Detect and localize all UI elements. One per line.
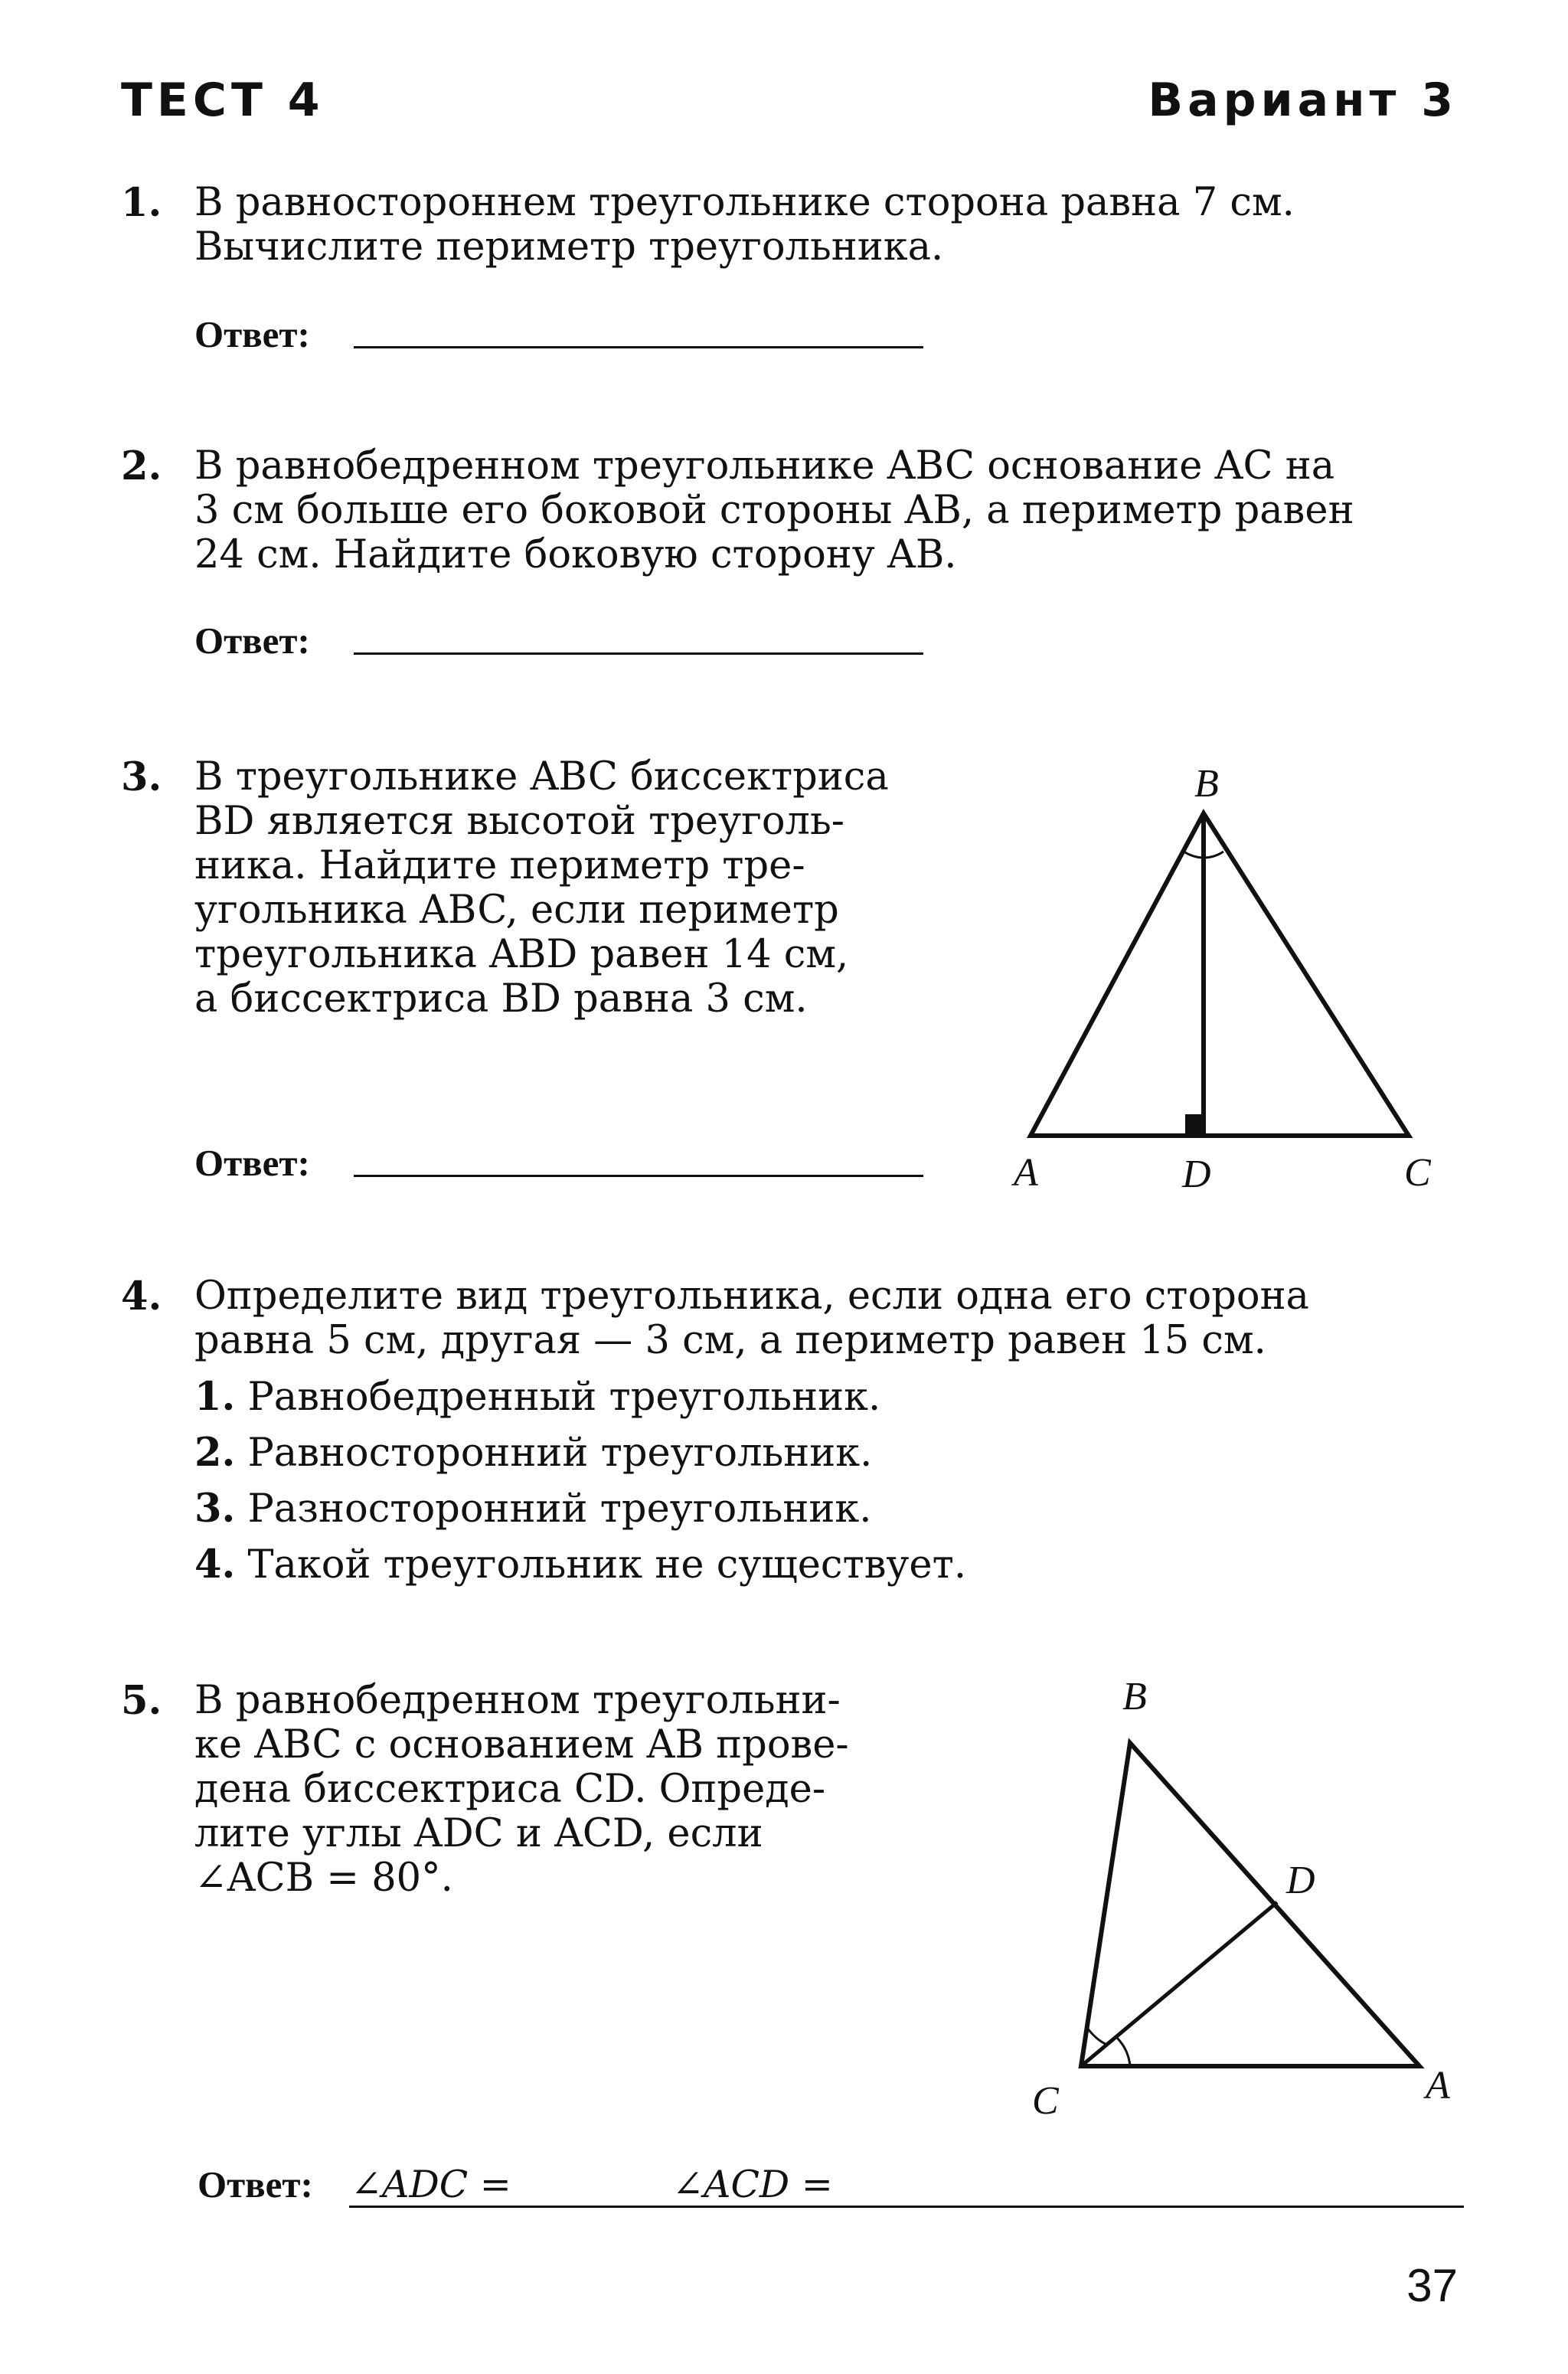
option-number: 1.	[194, 1374, 236, 1420]
triangle-figure-abc-bisector-bd	[988, 750, 1478, 1210]
answer-5	[198, 2163, 833, 2206]
problem-text-line: угольника ABC, если периметр	[194, 888, 839, 933]
problem-text-line: ∠ACB = 80°.	[194, 1856, 453, 1901]
answer-1-line[interactable]	[354, 346, 923, 348]
problem-text-line: Вычислите периметр треугольника.	[194, 224, 944, 270]
page-number: 37	[1406, 2260, 1458, 2311]
point-label-d: D	[1182, 1153, 1211, 1196]
page-header	[121, 74, 1458, 142]
answer-1	[194, 312, 310, 356]
problem-text-line: лите углы ADC и ACD, если	[194, 1811, 763, 1856]
option-item[interactable]	[194, 1537, 1458, 1593]
answer-2-line[interactable]	[354, 652, 923, 655]
problem-text-line: дена биссектриса CD. Опреде-	[194, 1767, 826, 1812]
problem-number: 4.	[121, 1274, 162, 1319]
answer-angle-acd: ∠ACD =	[672, 2163, 833, 2206]
option-text: Равнобедренный треугольник.	[247, 1375, 881, 1420]
point-label-d: D	[1286, 1859, 1315, 1902]
option-number: 2.	[194, 1430, 236, 1476]
vertex-label-a: A	[1014, 1151, 1038, 1195]
option-item[interactable]	[194, 1369, 1458, 1425]
vertex-label-b: B	[1122, 1675, 1147, 1718]
segment-cd	[1081, 1902, 1277, 2066]
problem-text-line: ника. Найдите периметр тре-	[194, 843, 805, 888]
answer-3-line[interactable]	[354, 1175, 923, 1177]
answer-angle-adc: ∠ADC =	[351, 2163, 511, 2206]
triangle-abc-outline	[1081, 1743, 1419, 2066]
answer-label: Ответ:	[194, 620, 310, 662]
problem-text-line: ке ABC с основанием AB прове-	[194, 1722, 849, 1767]
option-text: Такой треугольник не существует.	[247, 1542, 967, 1588]
problem-text-line: равна 5 см, другая — 3 см, а периметр равен 15 см.	[194, 1318, 1266, 1363]
angle-arc-mark-1	[1087, 2028, 1107, 2045]
problem-text-line: 3 см больше его боковой стороны AB, а периметр равен	[194, 488, 1354, 533]
problem-text-line: В равнобедренном треугольни-	[194, 1678, 841, 1723]
problem-text-line: В треугольнике ABC биссектриса	[194, 754, 889, 800]
test-title: ТЕСТ 4	[121, 74, 325, 127]
problem-number: 3.	[121, 754, 162, 800]
problem-text-line: В равностороннем треугольнике сторона равна 7 см.	[194, 180, 1295, 225]
option-text: Равносторонний треугольник.	[247, 1431, 873, 1476]
variant-title: Вариант 3	[1148, 74, 1458, 127]
answer-label: Ответ:	[194, 313, 310, 355]
problem-text-line: В равнобедренном треугольнике ABC основание AC на	[194, 443, 1335, 489]
vertex-label-c: C	[1032, 2079, 1059, 2121]
option-number: 4.	[194, 1542, 236, 1588]
right-angle-mark	[1185, 1114, 1204, 1136]
problem-text-line: Определите вид треугольника, если одна его сторона	[194, 1274, 1309, 1319]
answer-3	[194, 1141, 310, 1185]
vertex-label-b: B	[1194, 762, 1219, 806]
problem-number: 5.	[121, 1678, 162, 1724]
answer-2	[194, 619, 310, 662]
problem-text-line: 24 см. Найдите боковую сторону AB.	[194, 532, 957, 577]
answer-label: Ответ:	[198, 2163, 313, 2206]
problem-text-line: BD является высотой треуголь-	[194, 799, 844, 844]
answer-5-line[interactable]	[349, 2206, 1464, 2208]
options-list	[194, 1369, 1458, 1593]
problem-number: 1.	[121, 180, 162, 226]
option-text: Разносторонний треугольник.	[247, 1486, 872, 1532]
answer-label: Ответ:	[194, 1142, 310, 1184]
vertex-label-c: C	[1404, 1151, 1431, 1195]
problem-text-line: а биссектриса BD равна 3 см.	[194, 976, 808, 1022]
triangle-abc-outline	[1031, 813, 1409, 1136]
option-item[interactable]	[194, 1425, 1458, 1481]
triangle-figure-abc-bisector-cd	[1026, 1669, 1485, 2121]
angle-arc-mark-2	[1116, 2037, 1130, 2066]
option-number: 3.	[194, 1486, 236, 1532]
problem-text-line: треугольника ABD равен 14 см,	[194, 932, 849, 977]
problem-number: 2.	[121, 443, 162, 489]
vertex-label-a: A	[1426, 2064, 1450, 2107]
option-item[interactable]	[194, 1481, 1458, 1537]
